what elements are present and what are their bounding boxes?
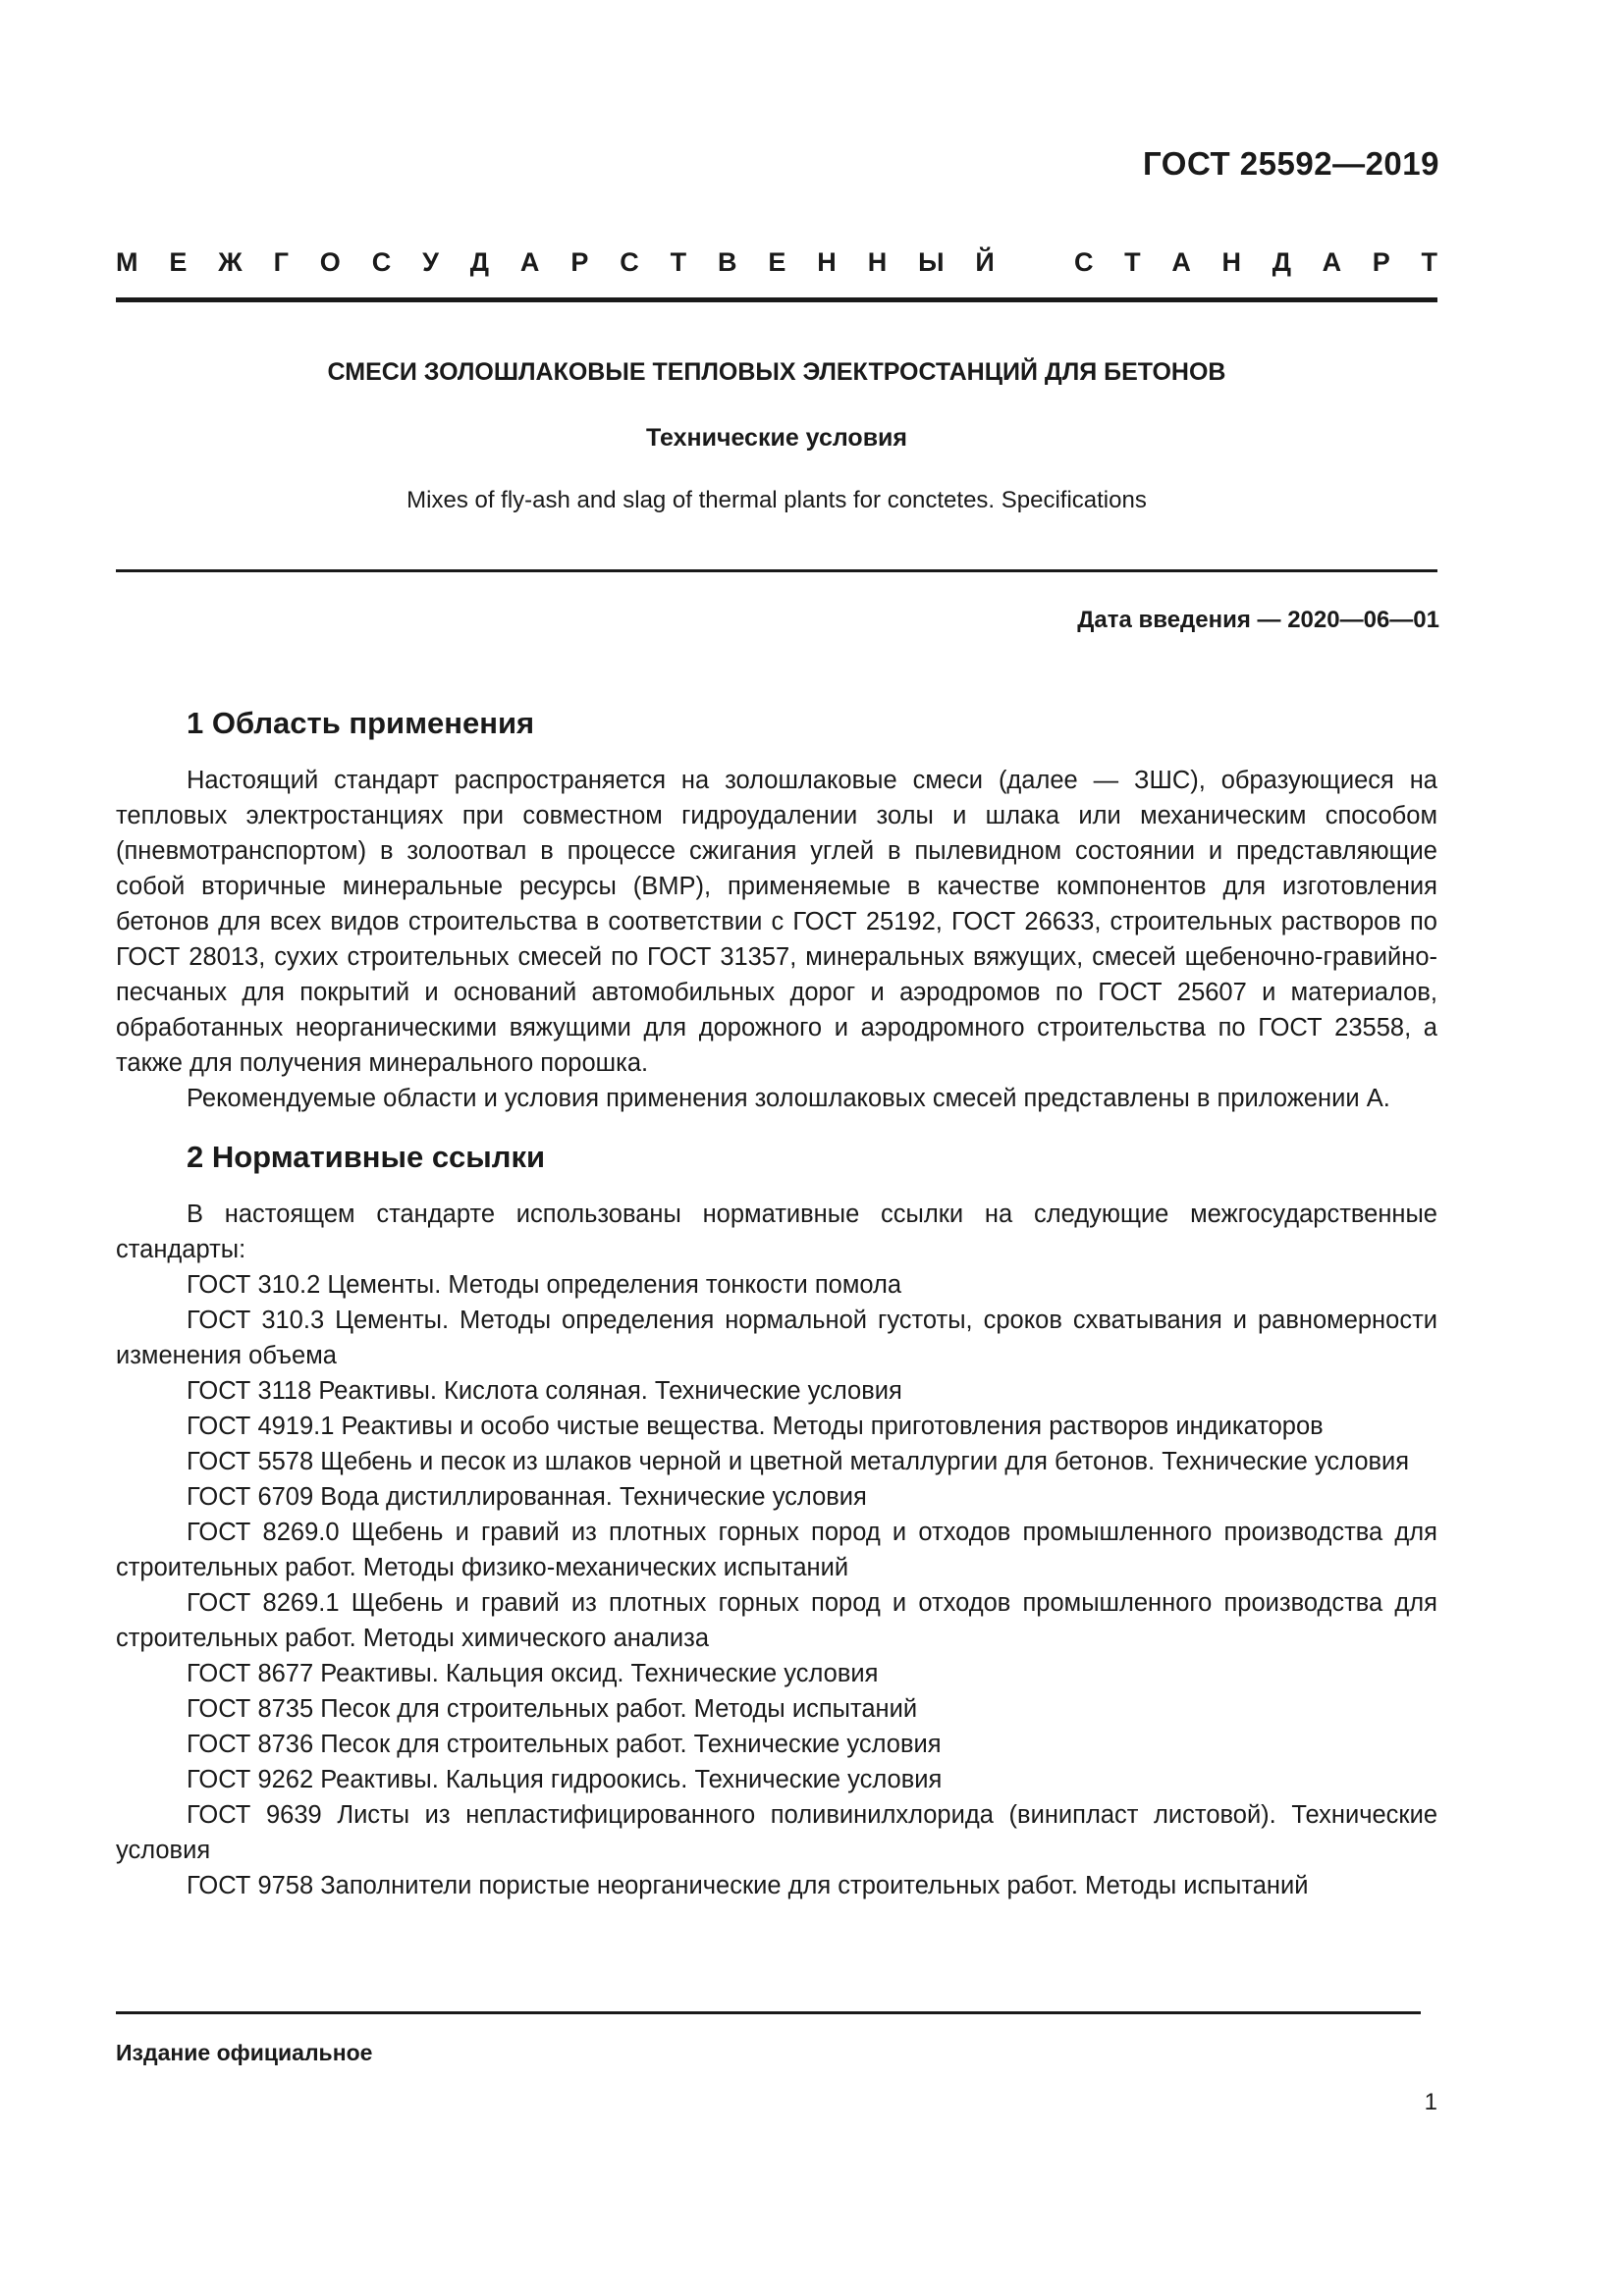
- introduction-date: Дата введения — 2020—06—01: [1077, 607, 1439, 633]
- reference-item: [116, 1868, 1437, 1903]
- reference-title: Заполнители пористые неорганические для строительных работ. Методы испытаний: [320, 1872, 1309, 1899]
- reference-code: ГОСТ 8735: [187, 1695, 314, 1723]
- reference-title: Листы из непластифицированного поливинилхлорида (винипласт листовой). Технические условия: [116, 1801, 1438, 1864]
- reference-title: Песок для строительных работ. Технические условия: [320, 1731, 942, 1758]
- reference-code: ГОСТ 8269.1: [187, 1589, 340, 1617]
- section-heading-normative-references: 2 Нормативные ссылки: [187, 1140, 546, 1174]
- reference-title: Цементы. Методы определения нормальной густоты, сроков схватывания и равномерности изменения объема: [116, 1307, 1437, 1369]
- reference-code: ГОСТ 310.3: [187, 1307, 325, 1334]
- reference-code: ГОСТ 4919.1: [187, 1413, 335, 1440]
- reference-code: ГОСТ 9758: [187, 1872, 314, 1899]
- title-rule: [116, 569, 1437, 572]
- reference-title: Щебень и гравий из плотных горных пород и отходов промышленного производства для строительных работ. Методы химического анализа: [116, 1589, 1437, 1652]
- page-number: 1: [1424, 2089, 1437, 2115]
- reference-item: [116, 1797, 1437, 1868]
- header-rule: [116, 297, 1437, 302]
- reference-item: [116, 1373, 1437, 1409]
- document-body: [116, 702, 1437, 1903]
- reference-list: [116, 1267, 1437, 1903]
- reference-item: [116, 1656, 1437, 1691]
- reference-title: Вода дистиллированная. Технические условия: [320, 1483, 867, 1511]
- reference-item: [116, 1585, 1437, 1656]
- standard-type-word1: М Е Ж Г О С У Д А Р С Т В Е Н Н Ы Й: [116, 247, 995, 277]
- scope-paragraph: Рекомендуемые области и условия применения золошлаковых смесей представлены в приложении А.: [187, 1085, 1390, 1112]
- standard-type-word2: С Т А Н Д А Р Т: [1074, 247, 1437, 277]
- reference-code: ГОСТ 9262: [187, 1766, 314, 1793]
- scope-paragraph: Настоящий стандарт распространяется на золошлаковые смеси (далее — ЗШС), образующиеся на тепловых электростанциях при совместном гидроудалении золы и шлака или механическим способом (пневмотранспортом) в золоотвал в процессе сжигания углей в пылевидном состоянии и представляющие собой вторичные минеральные ресурсы (ВМР), применяемые в качестве компонентов для изготовления бетонов для всех видов строительства в соответствии с ГОСТ 25192, ГОСТ 26633, строительных растворов по ГОСТ 28013, сухих строительных смесей по ГОСТ 31357, минеральных вяжущих, смесей щебеночно-гравийно-песчаных для покрытий и оснований автомобильных дорог и аэродромов по ГОСТ 25607 и материалов, обработанных неорганическими вяжущими для дорожного и аэродромного строительства по ГОСТ 23558, а также для получения минерального порошка.: [116, 767, 1437, 1077]
- reference-code: ГОСТ 8736: [187, 1731, 314, 1758]
- footer-rule: [116, 2011, 1421, 2014]
- reference-title: Щебень и гравий из плотных горных пород и отходов промышленного производства для строительных работ. Методы физико-механических испытаний: [116, 1519, 1437, 1581]
- reference-title: Песок для строительных работ. Методы испытаний: [320, 1695, 918, 1723]
- reference-title: Реактивы. Кальция оксид. Технические условия: [320, 1660, 879, 1687]
- reference-item: [116, 1409, 1437, 1444]
- reference-code: ГОСТ 310.2: [187, 1271, 321, 1299]
- edition-label: Издание официальное: [116, 2040, 373, 2065]
- reference-item: [116, 1727, 1437, 1762]
- reference-item: [116, 1515, 1437, 1585]
- document-subtitle: Технические условия: [645, 424, 908, 452]
- reference-title: Щебень и песок из шлаков черной и цветной металлургии для бетонов. Технические условия: [320, 1448, 1410, 1475]
- reference-code: ГОСТ 8269.0: [187, 1519, 340, 1546]
- reference-code: ГОСТ 3118: [187, 1377, 312, 1405]
- doc-number: ГОСТ 25592—2019: [1143, 145, 1439, 182]
- reference-title: Реактивы. Кальция гидроокись. Технические условия: [320, 1766, 943, 1793]
- document-title: СМЕСИ ЗОЛОШЛАКОВЫЕ ТЕПЛОВЫХ ЭЛЕКТРОСТАНЦИЙ ДЛЯ БЕТОНОВ: [327, 358, 1226, 386]
- reference-item: [116, 1479, 1437, 1515]
- references-intro: В настоящем стандарте использованы нормативные ссылки на следующие межгосударственные стандарты:: [116, 1201, 1437, 1263]
- reference-item: [116, 1303, 1437, 1373]
- document-title-english: Mixes of fly-ash and slag of thermal plants for conctetes. Specifications: [406, 487, 1147, 513]
- reference-title: Реактивы и особо чистые вещества. Методы приготовления растворов индикаторов: [341, 1413, 1324, 1440]
- section-heading-scope: 1 Область применения: [187, 706, 535, 740]
- reference-title: Реактивы. Кислота соляная. Технические условия: [318, 1377, 902, 1405]
- reference-item: [116, 1762, 1437, 1797]
- reference-item: [116, 1691, 1437, 1727]
- reference-code: ГОСТ 5578: [187, 1448, 314, 1475]
- reference-code: ГОСТ 8677: [187, 1660, 314, 1687]
- standard-type-banner: [116, 247, 1437, 278]
- reference-item: [116, 1267, 1437, 1303]
- reference-code: ГОСТ 6709: [187, 1483, 314, 1511]
- reference-code: ГОСТ 9639: [187, 1801, 322, 1829]
- reference-item: [116, 1444, 1437, 1479]
- reference-title: Цементы. Методы определения тонкости помола: [327, 1271, 902, 1299]
